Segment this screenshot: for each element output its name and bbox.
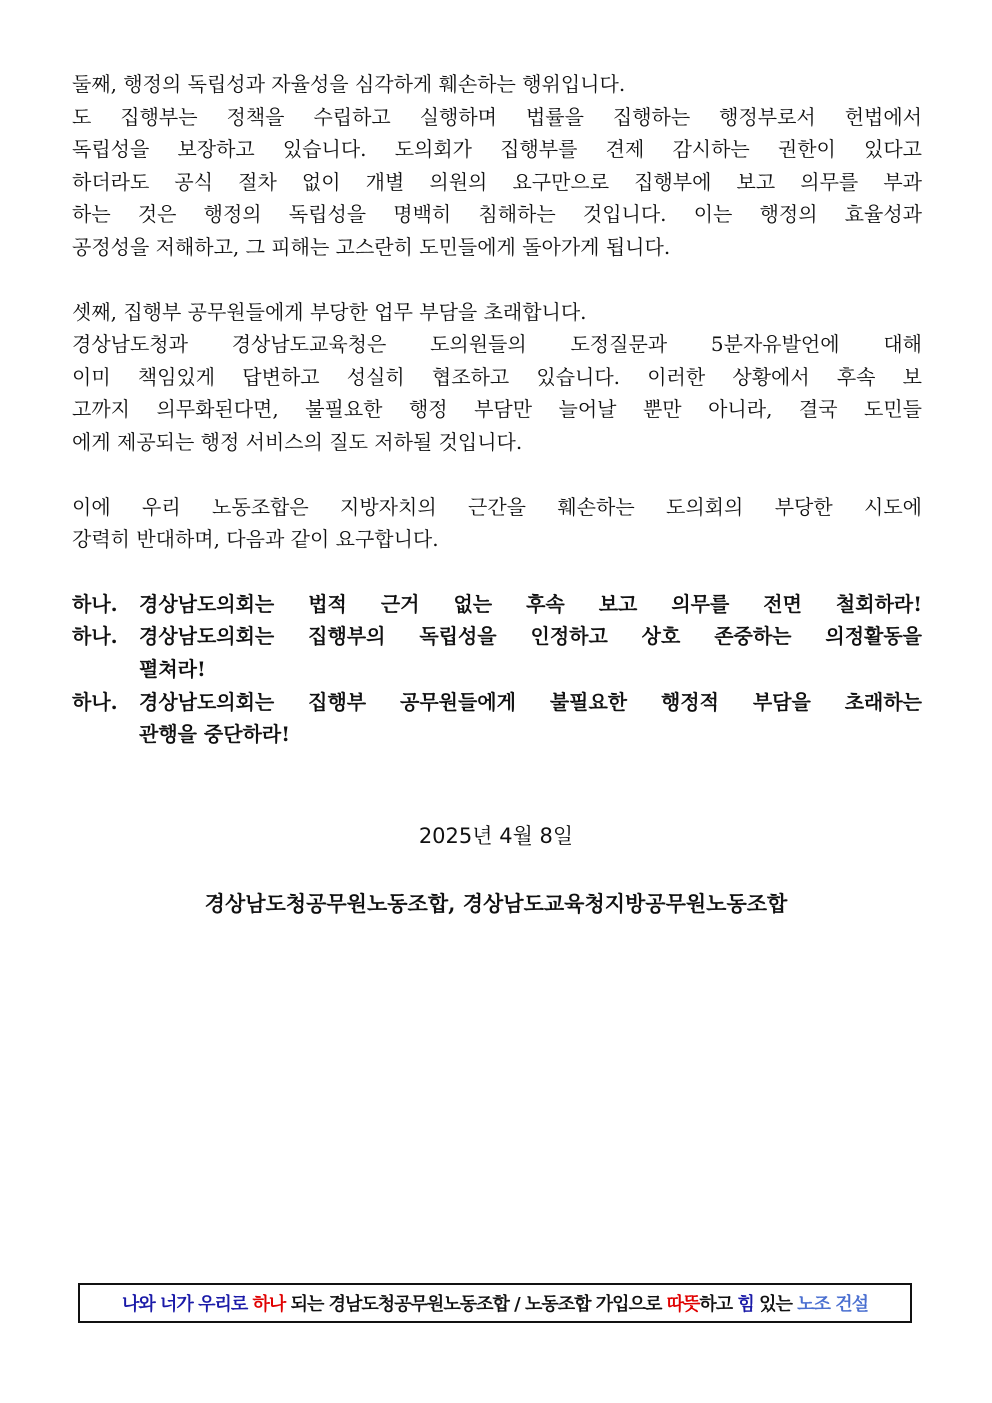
demand-prefix: 하나. <box>72 591 118 616</box>
paragraph-line: 에게 제공되는 행정 서비스의 질도 저하될 것입니다. <box>72 429 523 454</box>
paragraph-third <box>72 296 922 459</box>
document-body <box>72 68 922 751</box>
signers: 경상남도청공무원노동조합, 경상남도교육청지방공무원노동조합 <box>204 891 788 916</box>
demand-line: 경상남도의회는 법적 근거 없는 후속 보고 의무를 전면 철회하라! <box>139 591 922 616</box>
slogan-segment: 노조 건설 <box>797 1294 868 1315</box>
slogan-segment: 하고 <box>699 1294 738 1315</box>
paragraph-line: 강력히 반대하며, 다음과 같이 요구합니다. <box>72 527 439 552</box>
demand-line: 경상남도의회는 집행부 공무원들에게 불필요한 행정적 부담을 초래하는 <box>139 689 922 714</box>
paragraph-line: 경상남도청과 경상남도교육청은 도의원들의 도정질문과 5분자유발언에 대해 <box>72 332 922 357</box>
slogan-segment: 하나 <box>252 1294 286 1315</box>
demand-line: 경상남도의회는 집행부의 독립성을 인정하고 상호 존중하는 의정활동을 <box>139 624 922 649</box>
demand-line: 펼쳐라! <box>139 656 206 681</box>
slogan-segment: 되는 경남도청공무원노동조합 / 노동조합 가입으로 <box>285 1294 667 1315</box>
paragraph-line: 하더라도 공식 절차 없이 개별 의원의 요구만으로 집행부에 보고 의무를 부과 <box>72 169 922 194</box>
paragraph-conclusion <box>72 491 922 556</box>
slogan-banner <box>78 1283 912 1323</box>
paragraph-line: 이에 우리 노동조합은 지방자치의 근간을 훼손하는 도의회의 부당한 시도에 <box>72 494 922 519</box>
demand-prefix: 하나. <box>72 689 118 714</box>
demand-item <box>72 620 922 685</box>
paragraph-line: 공정성을 저해하고, 그 피해는 고스란히 도민들에게 돌아가게 됩니다. <box>72 234 671 259</box>
document-date: 2025년 4월 8일 <box>418 824 574 848</box>
demand-item <box>72 686 922 751</box>
paragraph-line: 고까지 의무화된다면, 불필요한 행정 부담만 늘어날 뿐만 아니라, 결국 도민들 <box>72 397 922 422</box>
demand-prefix: 하나. <box>72 624 118 649</box>
paragraph-line: 하는 것은 행정의 독립성을 명백히 침해하는 것입니다. 이는 행정의 효율성과 <box>72 202 922 227</box>
paragraph-line: 도 집행부는 정책을 수립하고 실행하며 법률을 집행하는 행정부로서 헌법에서 <box>72 104 922 129</box>
slogan-segment: 나와 너가 우리로 <box>122 1294 253 1315</box>
slogan-segment: 있는 <box>753 1294 798 1315</box>
slogan-segment: 힘 <box>737 1294 754 1315</box>
demand-line: 관행을 중단하라! <box>139 722 290 747</box>
paragraph-second <box>72 68 922 264</box>
paragraph-line: 둘째, 행정의 독립성과 자율성을 심각하게 훼손하는 행위입니다. <box>72 72 626 96</box>
paragraph-line: 독립성을 보장하고 있습니다. 도의회가 집행부를 견제 감시하는 권한이 있다고 <box>72 137 922 162</box>
paragraph-line: 셋째, 집행부 공무원들에게 부당한 업무 부담을 초래합니다. <box>72 299 587 324</box>
slogan-segment: 따뜻 <box>666 1294 700 1315</box>
demand-item <box>72 588 922 621</box>
demands-list <box>72 588 922 751</box>
paragraph-line: 이미 책임있게 답변하고 성실히 협조하고 있습니다. 이러한 상황에서 후속 보 <box>72 364 922 389</box>
